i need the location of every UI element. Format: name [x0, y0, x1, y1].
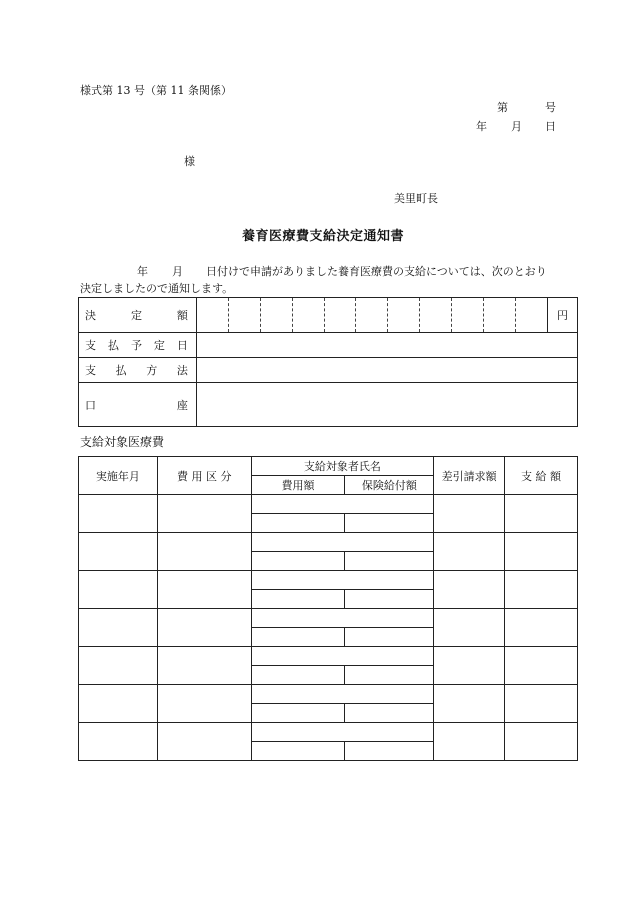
payment-cell[interactable]: [505, 533, 578, 571]
month-cell[interactable]: [79, 647, 158, 685]
patient-name-cell[interactable]: [251, 571, 434, 590]
decision-table: [78, 297, 578, 427]
label-char: 払: [107, 339, 119, 352]
amount-digit-cell[interactable]: [420, 298, 452, 333]
payment-date-value[interactable]: [196, 333, 577, 358]
insurance-cell[interactable]: [345, 552, 434, 571]
cost-table: [78, 456, 578, 761]
issuer: 美里町長: [394, 192, 438, 205]
form-id: 様式第 13 号（第 11 条関係）: [80, 84, 232, 97]
payment-date-row: [79, 333, 578, 358]
cost-cell[interactable]: [251, 742, 345, 761]
payment-method-row: [79, 358, 578, 383]
header-cost: 費用額: [251, 476, 345, 495]
label-char: 定: [153, 339, 165, 352]
insurance-cell[interactable]: [345, 628, 434, 647]
category-cell[interactable]: [157, 723, 251, 761]
body-month: 月: [172, 265, 183, 278]
amount-digit-cell[interactable]: [356, 298, 388, 333]
table-row: [79, 647, 578, 666]
amount-label-char: 額: [176, 309, 188, 322]
label-char: 法: [176, 364, 188, 377]
label-char: 支: [85, 339, 96, 352]
section-title: 支給対象医療費: [80, 435, 165, 449]
payment-method-value[interactable]: [196, 358, 577, 383]
header-payment: 支 給 額: [505, 457, 578, 495]
month-cell[interactable]: [79, 723, 158, 761]
table-row: [79, 723, 578, 742]
insurance-cell[interactable]: [345, 514, 434, 533]
account-row: [79, 383, 578, 427]
amount-digit-cell[interactable]: [324, 298, 356, 333]
cost-cell[interactable]: [251, 628, 345, 647]
payment-cell[interactable]: [505, 723, 578, 761]
month-cell[interactable]: [79, 609, 158, 647]
deduction-cell[interactable]: [434, 571, 505, 609]
label-char: 支: [85, 364, 96, 377]
deduction-cell[interactable]: [434, 723, 505, 761]
payment-cell[interactable]: [505, 647, 578, 685]
patient-name-cell[interactable]: [251, 495, 434, 514]
amount-label-char: 定: [130, 309, 142, 322]
label-char: 予: [130, 339, 142, 352]
amount-label-char: 決: [85, 309, 96, 322]
category-cell[interactable]: [157, 647, 251, 685]
label-char: 日: [176, 339, 188, 352]
header-month: 実施年月: [79, 457, 158, 495]
amount-digit-cell[interactable]: [260, 298, 292, 333]
cost-cell[interactable]: [251, 514, 345, 533]
header-row: [79, 457, 578, 476]
header-deduction: 差引請求額: [434, 457, 505, 495]
category-cell[interactable]: [157, 495, 251, 533]
account-value[interactable]: [196, 383, 577, 427]
yen-unit: 円: [548, 298, 578, 333]
label-char: 座: [176, 398, 188, 412]
cost-table-body: [79, 495, 578, 761]
patient-name-cell[interactable]: [251, 533, 434, 552]
label-char: 口: [85, 398, 96, 412]
deduction-cell[interactable]: [434, 609, 505, 647]
body-line2: 決定しましたので通知します。: [80, 282, 234, 295]
amount-digit-cell[interactable]: [196, 298, 228, 333]
payment-method-label-cell: [79, 358, 197, 383]
amount-digit-cell[interactable]: [292, 298, 324, 333]
amount-row: [79, 298, 578, 333]
deduction-cell[interactable]: [434, 647, 505, 685]
cost-cell[interactable]: [251, 552, 345, 571]
payment-cell[interactable]: [505, 495, 578, 533]
date-day: 日: [545, 120, 556, 133]
payment-cell[interactable]: [505, 571, 578, 609]
month-cell[interactable]: [79, 571, 158, 609]
category-cell[interactable]: [157, 609, 251, 647]
header-category: 費 用 区 分: [157, 457, 251, 495]
amount-digit-cell[interactable]: [516, 298, 548, 333]
insurance-cell[interactable]: [345, 590, 434, 609]
amount-digit-cell[interactable]: [484, 298, 516, 333]
header-insurance: 保険給付額: [345, 476, 434, 495]
number-suffix: 号: [545, 101, 556, 114]
account-label-cell: [79, 383, 197, 427]
deduction-cell[interactable]: [434, 533, 505, 571]
category-cell[interactable]: [157, 571, 251, 609]
body-line1: 日付けで申請がありました養育医療費の支給については、次のとおり: [206, 265, 547, 278]
date-month: 月: [511, 120, 522, 133]
patient-name-cell[interactable]: [251, 609, 434, 628]
header-patient-name: 支給対象者氏名: [251, 457, 434, 476]
table-row: [79, 609, 578, 628]
deduction-cell[interactable]: [434, 495, 505, 533]
table-row: [79, 533, 578, 552]
payment-date-label-cell: [79, 333, 197, 358]
cost-cell[interactable]: [251, 704, 345, 723]
payment-cell[interactable]: [505, 685, 578, 723]
month-cell[interactable]: [79, 533, 158, 571]
amount-label-cell: [79, 298, 197, 333]
table-row: [79, 571, 578, 590]
month-cell[interactable]: [79, 495, 158, 533]
number-prefix: 第: [497, 101, 508, 114]
body-year: 年: [137, 265, 148, 278]
table-row: [79, 495, 578, 514]
table-row: [79, 685, 578, 704]
amount-digit-cell[interactable]: [452, 298, 484, 333]
deduction-cell[interactable]: [434, 685, 505, 723]
patient-name-cell[interactable]: [251, 647, 434, 666]
insurance-cell[interactable]: [345, 742, 434, 761]
document-title: 養育医療費支給決定通知書: [242, 229, 405, 244]
label-char: 方: [146, 364, 158, 377]
addressee-suffix: 様: [184, 155, 195, 168]
patient-name-cell[interactable]: [251, 685, 434, 704]
insurance-cell[interactable]: [345, 666, 434, 685]
patient-name-cell[interactable]: [251, 723, 434, 742]
amount-digit-cell[interactable]: [228, 298, 260, 333]
insurance-cell[interactable]: [345, 704, 434, 723]
category-cell[interactable]: [157, 685, 251, 723]
date-year: 年: [476, 120, 487, 133]
amount-digit-cell[interactable]: [388, 298, 420, 333]
payment-cell[interactable]: [505, 609, 578, 647]
cost-cell[interactable]: [251, 590, 345, 609]
category-cell[interactable]: [157, 533, 251, 571]
month-cell[interactable]: [79, 685, 158, 723]
cost-cell[interactable]: [251, 666, 345, 685]
label-char: 払: [115, 364, 127, 377]
